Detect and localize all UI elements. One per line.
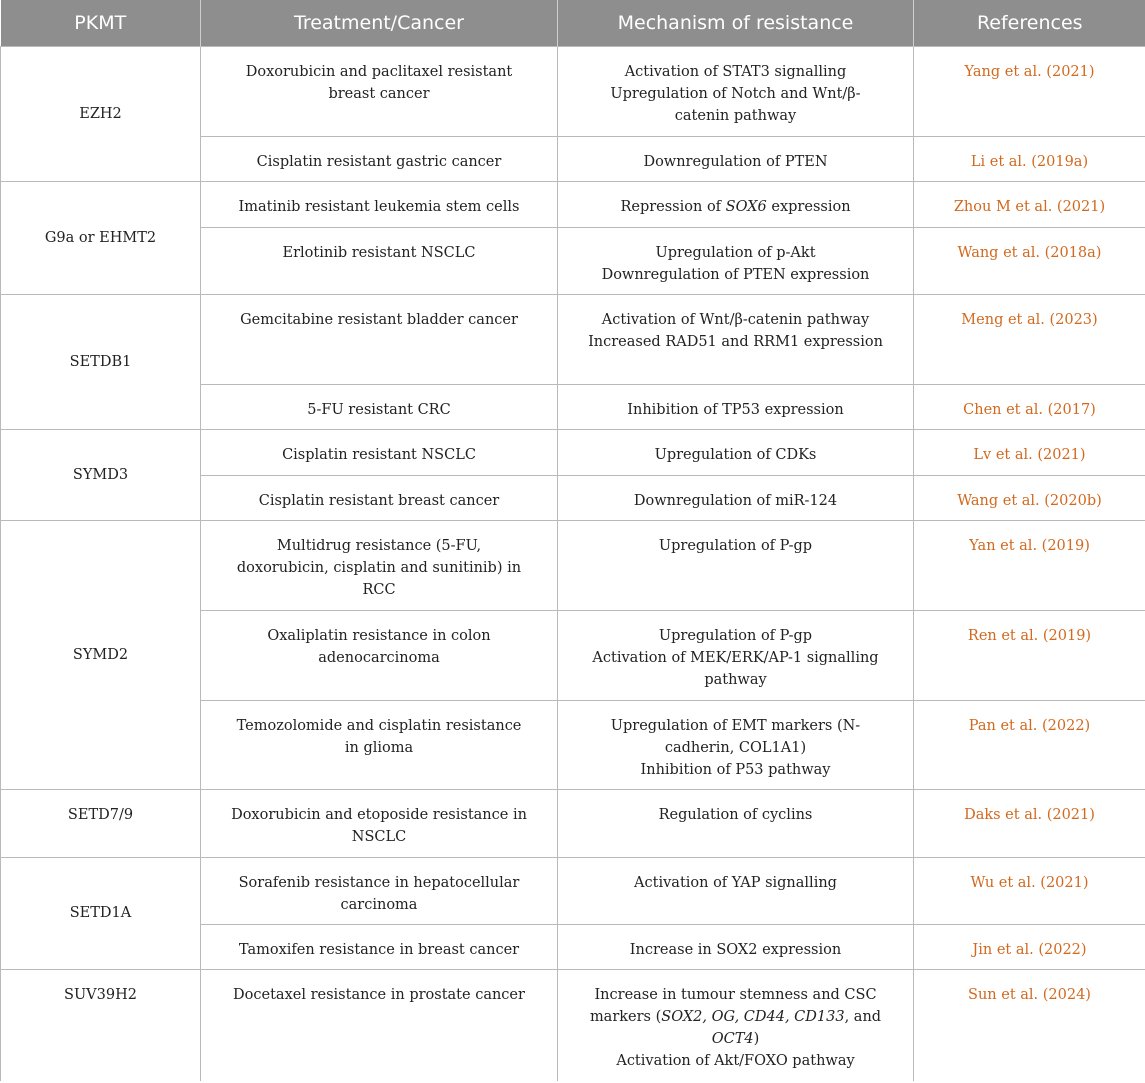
mechanism-cell: Upregulation of P-gp — [558, 520, 914, 610]
treatment-cell: Multidrug resistance (5-FU, doxorubicin, cisplatin and sunitinib) in RCC — [201, 520, 558, 610]
reference-link[interactable]: Lv et al. (2021) — [914, 429, 1145, 475]
treatment-cell: Doxorubicin and etoposide resistance in NSCLC — [201, 789, 558, 857]
reference-link[interactable]: Li et al. (2019a) — [914, 136, 1145, 181]
mechanism-cell: Regulation of cyclins — [558, 789, 914, 857]
pkmt-cell: G9a or EHMT2 — [1, 181, 201, 294]
pkmt-cell: SYMD3 — [1, 429, 201, 520]
treatment-cell: Erlotinib resistant NSCLC — [201, 227, 558, 294]
table-row — [1, 294, 1145, 384]
treatment-cell: Docetaxel resistance in prostate cancer — [201, 969, 558, 1081]
pkmt-cell: EZH2 — [1, 46, 201, 181]
reference-link[interactable]: Wang et al. (2020b) — [914, 475, 1145, 520]
mechanism-cell: Activation of YAP signalling — [558, 857, 914, 924]
reference-link[interactable]: Jin et al. (2022) — [914, 924, 1145, 969]
treatment-cell: Tamoxifen resistance in breast cancer — [201, 924, 558, 969]
mechanism-cell: Increase in SOX2 expression — [558, 924, 914, 969]
mechanism-cell: Upregulation of p-Akt Downregulation of PTEN expression — [558, 227, 914, 294]
table-row — [1, 789, 1145, 857]
treatment-cell: Temozolomide and cisplatin resistance in glioma — [201, 700, 558, 789]
table-row — [1, 46, 1145, 136]
reference-link[interactable]: Daks et al. (2021) — [914, 789, 1145, 857]
mechanism-cell: Downregulation of miR-124 — [558, 475, 914, 520]
treatment-cell: Sorafenib resistance in hepatocellular carcinoma — [201, 857, 558, 924]
reference-link[interactable]: Pan et al. (2022) — [914, 700, 1145, 789]
reference-link[interactable]: Wang et al. (2018a) — [914, 227, 1145, 294]
header-pkmt: PKMT — [1, 0, 201, 46]
pkmt-cell: SETD1A — [1, 857, 201, 969]
mechanism-cell: Upregulation of CDKs — [558, 429, 914, 475]
table-row — [1, 969, 1145, 1081]
mechanism-cell: Downregulation of PTEN — [558, 136, 914, 181]
reference-link[interactable]: Yan et al. (2019) — [914, 520, 1145, 610]
mechanism-cell: Increase in tumour stemness and CSC markers (SOX2, OG, CD44, CD133, and OCT4) Activation of Akt/FOXO pathway — [558, 969, 914, 1081]
reference-link[interactable]: Yang et al. (2021) — [914, 46, 1145, 136]
header-row — [1, 0, 1145, 46]
treatment-cell: Doxorubicin and paclitaxel resistant breast cancer — [201, 46, 558, 136]
reference-link[interactable]: Ren et al. (2019) — [914, 610, 1145, 700]
header-mechanism: Mechanism of resistance — [558, 0, 914, 46]
mechanism-cell: Upregulation of EMT markers (N-cadherin, COL1A1) Inhibition of P53 pathway — [558, 700, 914, 789]
table-row — [1, 429, 1145, 475]
reference-link[interactable]: Sun et al. (2024) — [914, 969, 1145, 1081]
reference-link[interactable]: Zhou M et al. (2021) — [914, 181, 1145, 227]
mechanism-cell: Activation of Wnt/β-catenin pathway Increased RAD51 and RRM1 expression — [558, 294, 914, 384]
pkmt-cell: SETDB1 — [1, 294, 201, 429]
header-references: References — [914, 0, 1145, 46]
mechanism-cell: Activation of STAT3 signalling Upregulation of Notch and Wnt/β-catenin pathway — [558, 46, 914, 136]
treatment-cell: Cisplatin resistant gastric cancer — [201, 136, 558, 181]
mechanism-cell: Inhibition of TP53 expression — [558, 384, 914, 429]
pkmt-cell: SYMD2 — [1, 520, 201, 789]
pkmt-cell: SUV39H2 — [1, 969, 201, 1081]
treatment-cell: 5-FU resistant CRC — [201, 384, 558, 429]
reference-link[interactable]: Wu et al. (2021) — [914, 857, 1145, 924]
reference-link[interactable]: Chen et al. (2017) — [914, 384, 1145, 429]
treatment-cell: Imatinib resistant leukemia stem cells — [201, 181, 558, 227]
treatment-cell: Cisplatin resistant NSCLC — [201, 429, 558, 475]
reference-link[interactable]: Meng et al. (2023) — [914, 294, 1145, 384]
mechanism-cell: Repression of SOX6 expression — [558, 181, 914, 227]
table-row — [1, 520, 1145, 610]
pkmt-cell: SETD7/9 — [1, 789, 201, 857]
treatment-cell: Oxaliplatin resistance in colon adenocarcinoma — [201, 610, 558, 700]
table-row — [1, 857, 1145, 924]
mechanism-cell: Upregulation of P-gp Activation of MEK/ERK/AP-1 signalling pathway — [558, 610, 914, 700]
treatment-cell: Gemcitabine resistant bladder cancer — [201, 294, 558, 384]
header-treatment: Treatment/Cancer — [201, 0, 558, 46]
treatment-cell: Cisplatin resistant breast cancer — [201, 475, 558, 520]
table-row — [1, 181, 1145, 227]
